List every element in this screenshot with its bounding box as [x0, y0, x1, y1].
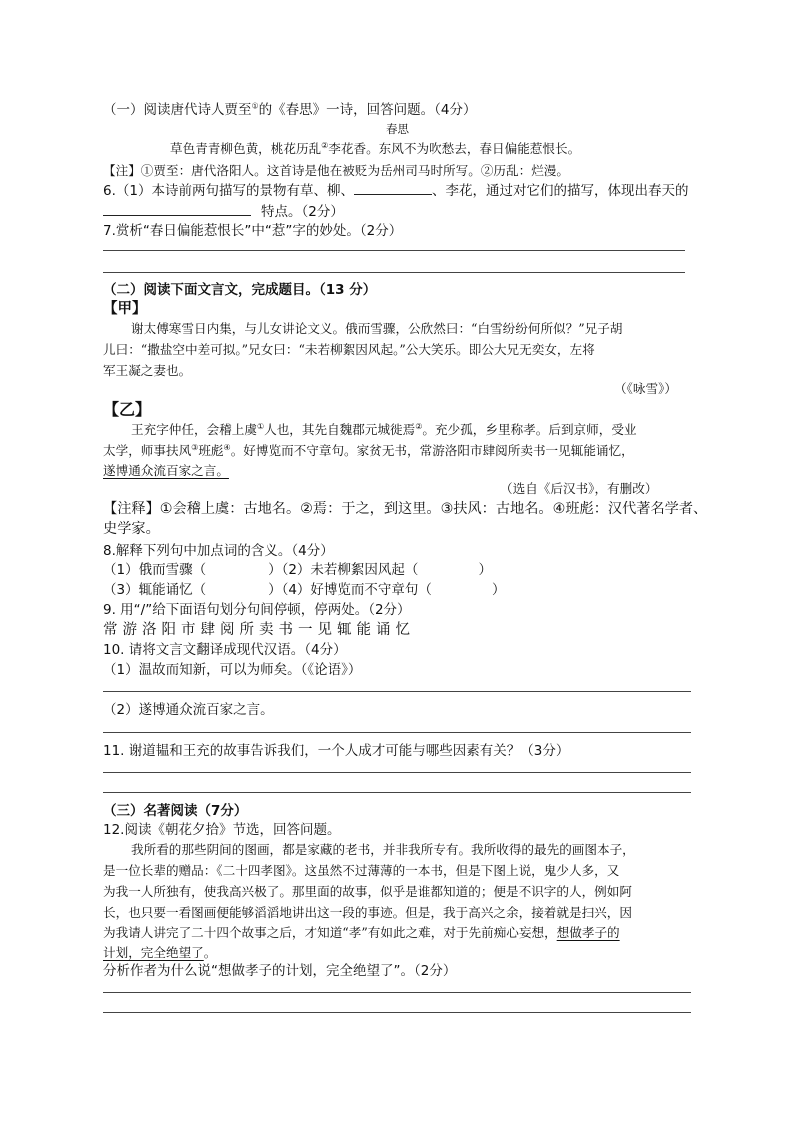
answer-line[interactable] — [103, 691, 691, 692]
question-7: 7.赏析“春日偏能惹恨长”中“惹”字的妙处。（2分） — [103, 223, 403, 239]
excerpt-line-1: 我所看的那些阴间的图画，都是家藏的老书，并非我所专有。我所收得的最先的画图本子， — [131, 842, 635, 857]
notes-line-1: 【注释】①会稽上虞：古地名。②焉：于之，到这里。③扶风：古地名。④班彪：汉代著名学者、 — [103, 501, 708, 517]
yi-label: 【乙】 — [103, 400, 152, 419]
yi-source: （选自《后汉书》，有删改） — [500, 481, 658, 496]
excerpt-line-3: 为我一人所独有，使我高兴极了。那里面的故事，似乎是谁都知道的；便是不识字的人，例如阿 — [103, 884, 632, 899]
section3-heading: （三）名著阅读（7分） — [103, 803, 248, 819]
answer-line[interactable] — [103, 772, 691, 773]
section2-heading: （二）阅读下面文言文，完成题目。（13 分） — [103, 282, 377, 298]
yi-text-1: 王充字仲任，会稽上虞①人也，其先自魏郡元城徙焉②。充少孤，乡里称孝。后到京师，受业 — [131, 421, 637, 437]
q6-blank-1[interactable] — [354, 181, 432, 195]
section1-heading: （一）阅读唐代诗人贾至①的《春思》一诗，回答问题。（4分） — [103, 101, 477, 118]
question-8: 8.解释下列句中加点词的含义。（4分） — [103, 543, 334, 559]
q10-item-1: （1）温故而知新，可以为师矣。（《论语》） — [103, 662, 362, 678]
answer-line[interactable] — [103, 250, 685, 251]
poem-title: 春思 — [386, 122, 409, 136]
excerpt-line-4: 长，也只要一看图画便能够滔滔地讲出这一段的事迹。但是，我于高兴之余，接着就是扫兴，因 — [103, 905, 632, 920]
poem-text: 草色青青柳色黄，桃花历乱②李花香。东风不为吹愁去，春日偏能惹恨长。 — [170, 140, 581, 156]
notes-line-2: 史学家。 — [103, 521, 160, 537]
excerpt-line-2: 是一位长辈的赠品：《二十四孝图》。这虽然不过薄薄的一本书，但是下图上说，鬼少人多，又 — [103, 863, 620, 878]
question-11: 11. 谢道韫和王充的故事告诉我们，一个人成才可能与哪些因素有关？（3分） — [103, 743, 570, 759]
q8-row-2: （3）辄能诵忆（ ）（4）好博览而不守章句（ ） — [103, 582, 506, 598]
excerpt-line-6: 计划，完全绝望了。 — [103, 945, 217, 960]
question-12: 12.阅读《朝花夕拾》节选，回答问题。 — [103, 822, 341, 838]
q8-row-1: （1）俄而雪骤（ ）（2）未若柳絮因风起（ ） — [103, 562, 492, 578]
answer-line[interactable] — [103, 272, 685, 273]
question-10: 10. 请将文言文翻译成现代汉语。（4分） — [103, 642, 347, 658]
q6-blank-2[interactable] — [103, 202, 251, 216]
question-12-prompt: 分析作者为什么说“想做孝子的计划，完全绝望了”。（2分） — [103, 963, 457, 979]
jia-text-2: 儿曰：“撒盐空中差可拟。”兄女曰：“未若柳絮因风起。”公大笑乐。即公大兄无奕女，左将 — [103, 342, 595, 357]
jia-label: 【甲】 — [103, 301, 147, 317]
excerpt-line-5: 为我请人讲完了二十四个故事之后，才知道“孝”有如此之难，对于先前痴心妄想，想做孝子的 — [103, 925, 620, 940]
yi-text-3: 遂博通众流百家之言。 — [103, 463, 229, 478]
jia-source: （《咏雪》） — [614, 381, 677, 396]
yi-text-2: 太学，师事扶风③班彪④。好博览而不守章句。家贫无书，常游洛阳市肆阅所卖书一见辄能诵忆， — [103, 442, 634, 458]
answer-line[interactable] — [103, 732, 691, 733]
question-6-cont: 特点。（2分） — [103, 200, 344, 220]
answer-line[interactable] — [103, 1012, 691, 1013]
jia-text-3: 军王凝之妻也。 — [103, 363, 192, 378]
answer-line[interactable] — [103, 792, 691, 793]
q10-item-2: （2）遂博通众流百家之言。 — [103, 702, 274, 718]
answer-line[interactable] — [103, 992, 691, 993]
question-9: 9. 用“/”给下面语句划分句间停顿，停两处。（2分） — [103, 602, 411, 618]
jia-text-1: 谢太傅寒雪日内集，与儿女讲论文义。俄而雪骤，公欣然曰：“白雪纷纷何所似？”兄子胡 — [131, 321, 623, 336]
poem-note: 【注】①贾至：唐代洛阳人。这首诗是他在被贬为岳州司马时所写。②历乱：烂漫。 — [103, 163, 569, 178]
question-6: 6.（1）本诗前两句描写的景物有草、柳、 、李花，通过对它们的描写，体现出春天的 — [103, 183, 689, 199]
q9-sentence: 常游洛阳市肆阅所卖书一见辄能诵忆 — [103, 622, 415, 638]
